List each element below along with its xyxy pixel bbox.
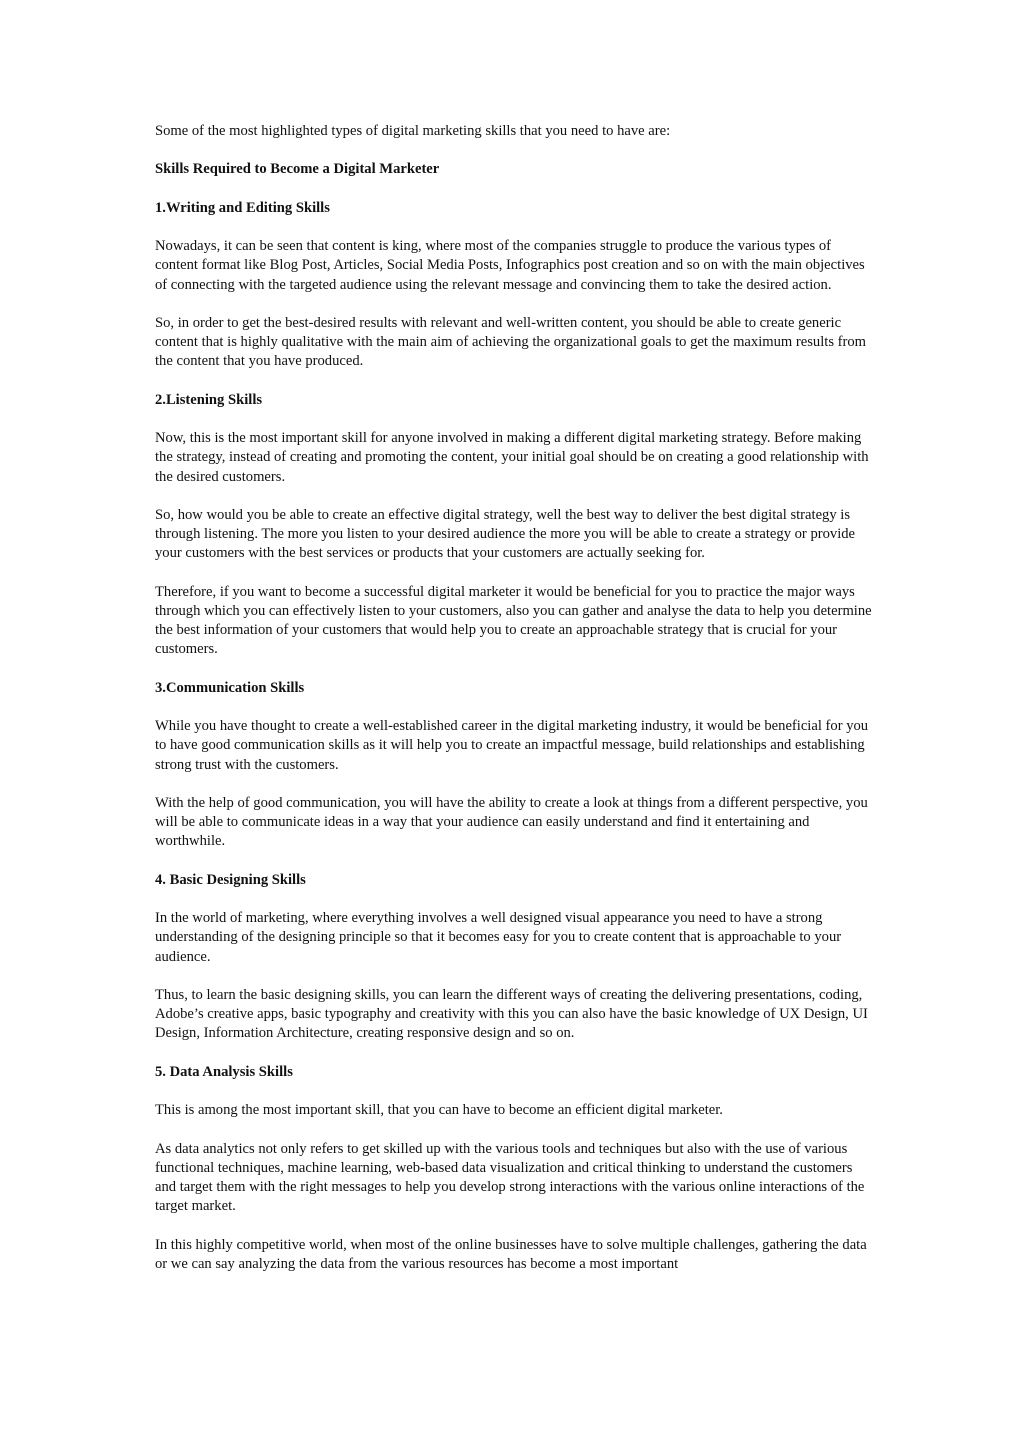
- paragraph: While you have thought to create a well-established career in the digital marketing industry, it would be beneficial for you to have good communication skills as it will help you to create an impactful message, build relationships and establishing strong trust with the customers.: [155, 718, 869, 773]
- section-heading-communication: 3.Communication Skills: [155, 679, 305, 696]
- paragraph: So, how would you be able to create an effective digital strategy, well the best way to deliver the best digital strategy is through listening. The more you listen to your desired audience the more you will be able to create a strategy or provide your customers with the best services or products that your customers are actually seeking for.: [155, 506, 856, 562]
- intro-paragraph: Some of the most highlighted types of digital marketing skills that you need to have are:: [155, 123, 671, 139]
- paragraph: As data analytics not only refers to get skilled up with the various tools and techniques but also with the use of various functional techniques, machine learning, web-based data visualization and critical thinking to understand the customers and target them with the right messages to help you develop strong interactions with the various online interactions of the target market.: [155, 1140, 865, 1215]
- paragraph: So, in order to get the best-desired results with relevant and well-written content, you should be able to create generic content that is highly qualitative with the main aim of achieving the organizational goals to get the maximum results from the content that you have produced.: [155, 314, 867, 370]
- section-heading-writing: 1.Writing and Editing Skills: [155, 199, 330, 216]
- paragraph: This is among the most important skill, that you can have to become an efficient digital marketer.: [155, 1102, 723, 1119]
- paragraph: In the world of marketing, where everything involves a well designed visual appearance you need to have a strong understanding of the designing principle so that it becomes easy for you to create content that is approachable to your audience.: [155, 910, 842, 965]
- paragraph: With the help of good communication, you will have the ability to create a look at things from a different perspective, you will be able to communicate ideas in a way that your audience can easily understand and find it entertaining and worthwhile.: [155, 794, 868, 850]
- section-heading-data-analysis: 5. Data Analysis Skills: [155, 1063, 293, 1080]
- paragraph: Therefore, if you want to become a successful digital marketer it would be beneficial for you to practice the major ways through which you can effectively listen to your customers, also you can gather and analyse the data to help you determine the best information of your customers that would help you to create an approachable strategy that is crucial for your customers.: [155, 583, 872, 658]
- section-heading-listening: 2.Listening Skills: [155, 391, 263, 408]
- main-heading: Skills Required to Become a Digital Marketer: [155, 161, 440, 178]
- document-page: [155, 122, 875, 1293]
- section-heading-designing: 4. Basic Designing Skills: [155, 871, 306, 888]
- paragraph: In this highly competitive world, when most of the online businesses have to solve multiple challenges, gathering the data or we can say analyzing the data from the various resources has become a most important: [155, 1236, 867, 1272]
- paragraph: Now, this is the most important skill for anyone involved in making a different digital marketing strategy. Before making the strategy, instead of creating and promoting the content, your initial goal should be on creating a good relationship with the desired customers.: [155, 430, 869, 485]
- paragraph: Thus, to learn the basic designing skills, you can learn the different ways of creating the delivering presentations, coding, Adobe’s creative apps, basic typography and creativity with this you can also have the basic knowledge of UX Design, UI Design, Information Architecture, creating responsive design and so on.: [155, 986, 868, 1042]
- paragraph: Nowadays, it can be seen that content is king, where most of the companies struggle to produce the various types of content format like Blog Post, Articles, Social Media Posts, Infographics post creation and so on with the main objectives of connecting with the targeted audience using the relevant message and convincing them to take the desired action.: [155, 238, 865, 293]
